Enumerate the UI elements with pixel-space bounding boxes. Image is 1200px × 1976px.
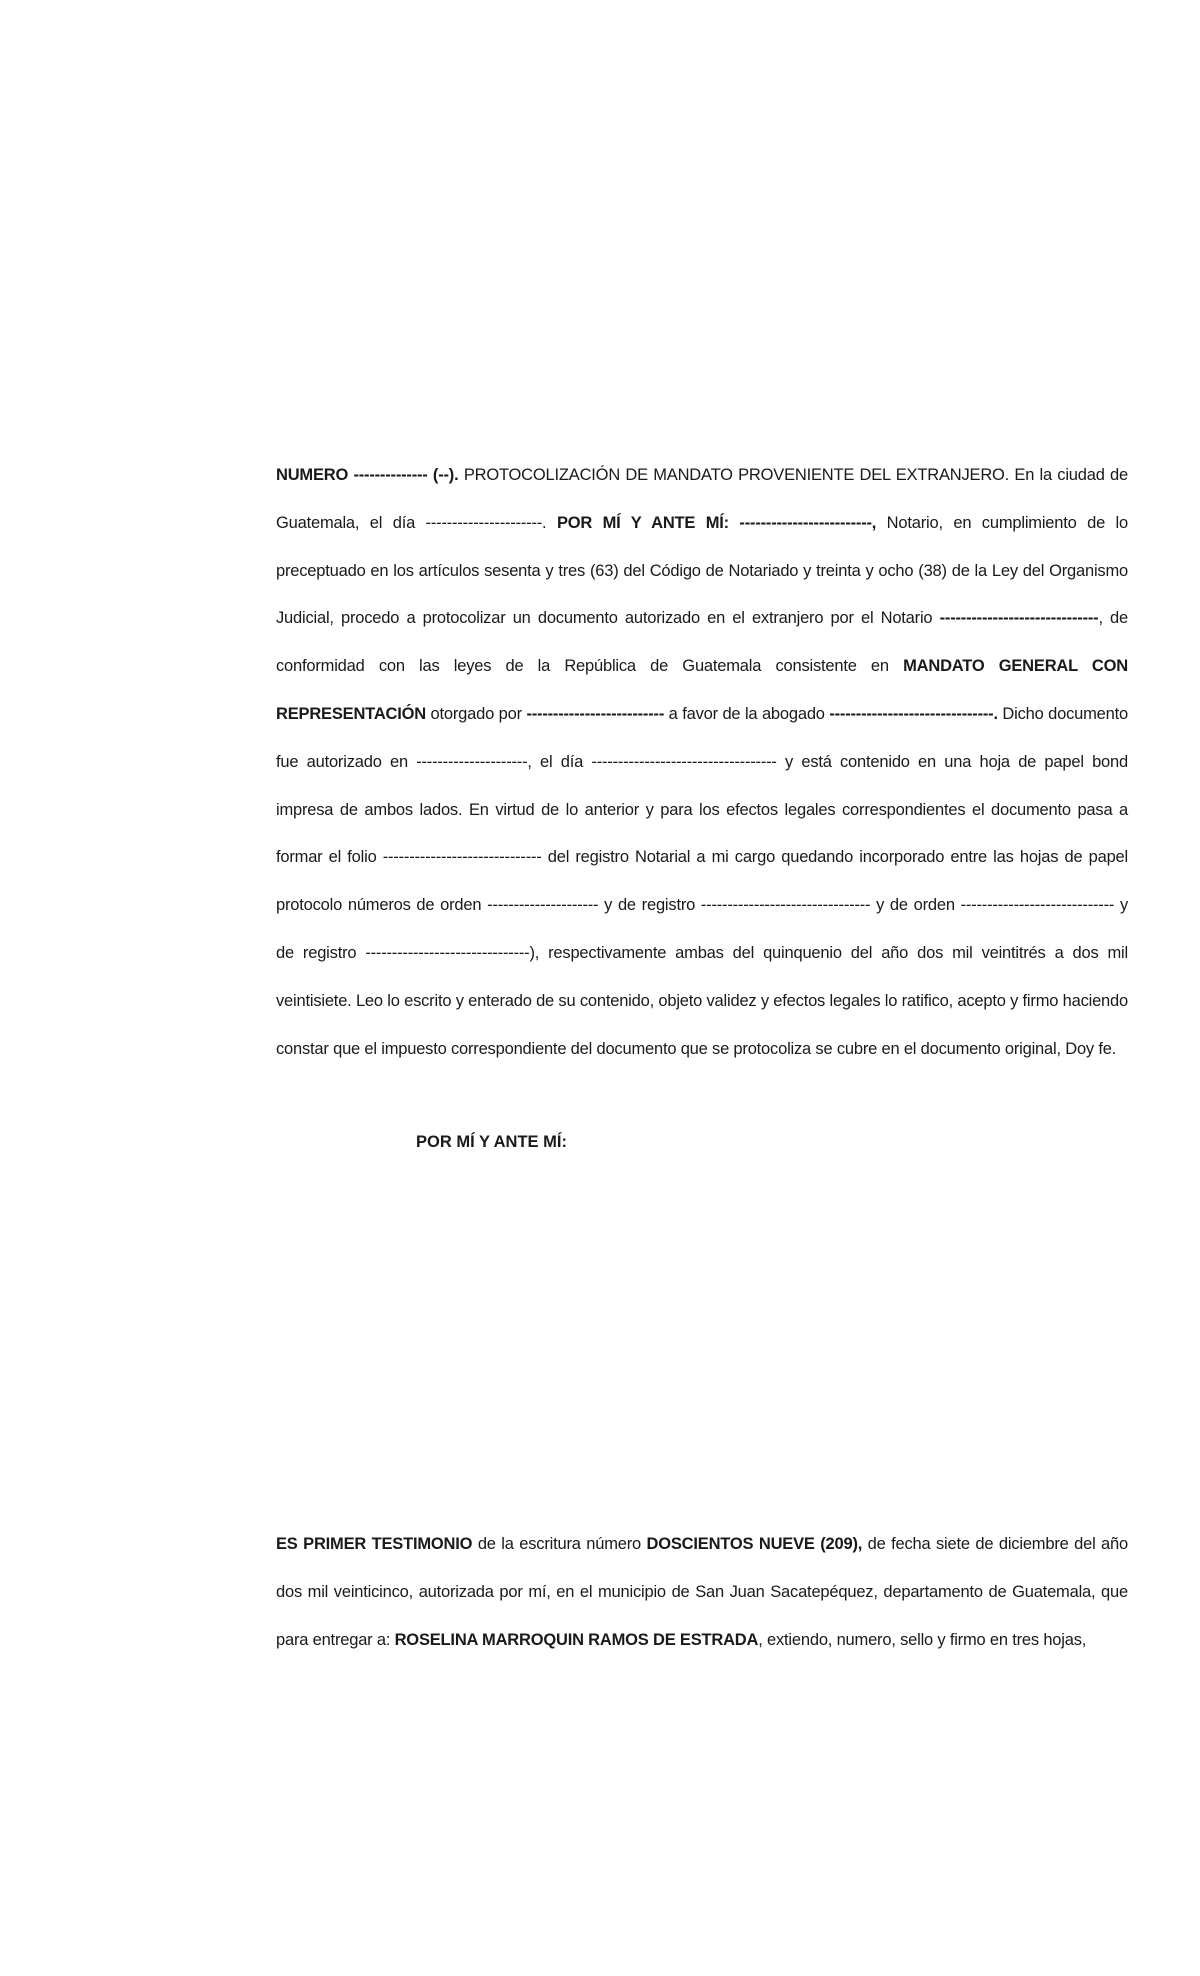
signature-label: POR MÍ Y ANTE MÍ: — [416, 1133, 567, 1151]
testimonio-paragraph — [276, 1521, 1128, 1664]
protocol-paragraph — [276, 452, 1128, 1073]
abogado-blank: -------------------------------. — [829, 704, 998, 723]
por-mi-label: POR MÍ Y ANTE MÍ: -------------------------, — [556, 513, 877, 532]
paragraph-text: , de conformidad con las leyes de la República de Guatemala consistente en — [276, 609, 1128, 676]
paragraph-text: de fecha siete de diciembre del año dos mil veinticinco, autorizada por mí, en el municipio de San Juan Sacatepéquez, departamento de Guatemala, que para entregar a: — [276, 1535, 1128, 1649]
paragraph-text: a favor de la abogado — [664, 704, 830, 723]
paragraph-text: de la escritura número — [472, 1535, 647, 1553]
paragraph-text: Dicho documento fue autorizado en ---------------------, el día ----------------------------------- y está contenido en una hoja de papel bond impresa de ambos lados. En virtud de lo anterior y para los efectos legales correspondientes el documento pasa a formar el folio ------------------------------ del registro Notarial a mi cargo quedando incorporado entre las hojas de papel protocolo números de orden --------------------- y de registro -------------------------------- y de orden ----------------------------- y de registro -------------------------------), respectivamente ambas del quinquenio del año dos mil veintitrés a dos mil veintisiete. Leo lo escrito y enterado de su contenido, objeto validez y efectos legales lo ratifico, acepto y firmo haciendo constar que el impuesto correspondiente del documento que se protocoliza se cubre en el documento original, Doy fe. — [276, 704, 1128, 1058]
paragraph-text: , extiendo, numero, sello y firmo en tres hojas, — [758, 1630, 1087, 1649]
numero-heading: NUMERO -------------- (--). — [276, 466, 459, 484]
paragraph-text: PROTOCOLIZACIÓN DE MANDATO PROVENIENTE DEL EXTRANJERO. En la ciudad de Guatemala, el día ----------------------. — [276, 466, 1128, 532]
escritura-number: DOSCIENTOS NUEVE (209), — [646, 1535, 863, 1553]
mandato-title: MANDATO GENERAL CON REPRESENTACIÓN — [276, 657, 1128, 723]
notario-name-blank: ------------------------------ — [939, 609, 1099, 628]
testimonio-heading: ES PRIMER TESTIMONIO — [276, 1535, 473, 1553]
paragraph-text: Notario, en cumplimiento de lo preceptuado en los artículos sesenta y tres (63) del Código de Notariado y treinta y ocho (38) de la Ley del Organismo Judicial, procedo a protocolizar un documento autorizado en el extranjero por el Notario — [276, 513, 1128, 628]
recipient-name: ROSELINA MARROQUIN RAMOS DE ESTRADA — [394, 1630, 759, 1649]
paragraph-text: otorgado por — [426, 704, 527, 723]
otorgante-blank: -------------------------- — [526, 704, 665, 723]
